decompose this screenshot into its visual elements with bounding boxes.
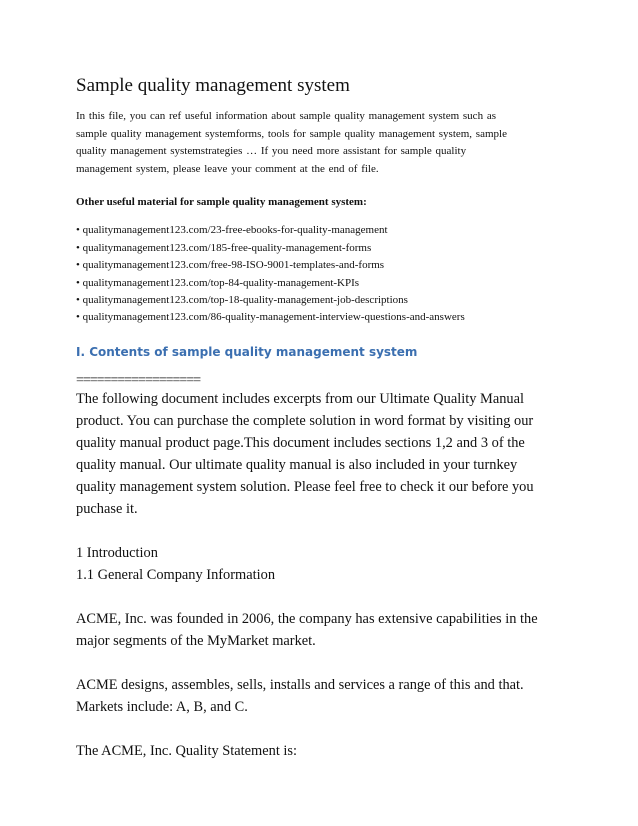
- document-page: [76, 74, 566, 784]
- acme-designs-line: Markets include: A, B, and C.: [76, 698, 248, 715]
- material-heading: Other useful material for sample quality management system:: [76, 196, 367, 209]
- acme-founded-line: major segments of the MyMarket market.: [76, 632, 316, 649]
- quality-statement: The ACME, Inc. Quality Statement is:: [76, 742, 298, 759]
- intro-line: management system, please leave your comment at the end of file.: [76, 162, 379, 175]
- resource-link[interactable]: • qualitymanagement123.com/185-free-quality-management-forms: [76, 241, 372, 254]
- resource-link[interactable]: • qualitymanagement123.com/top-84-quality-management-KPIs: [76, 276, 360, 289]
- document-title: Sample quality management system: [76, 75, 350, 96]
- intro-line: sample quality management systemforms, tools for sample quality management system, sample: [76, 127, 507, 140]
- excerpt-line: puchase it.: [76, 500, 138, 517]
- resource-link[interactable]: • qualitymanagement123.com/top-18-quality-management-job-descriptions: [76, 294, 408, 306]
- introduction-heading: 1 Introduction: [76, 544, 158, 561]
- separator-line: ==================: [76, 372, 201, 388]
- acme-designs-line: ACME designs, assembles, sells, installs and services a range of this and that.: [76, 676, 524, 693]
- document-body: [76, 374, 566, 762]
- intro-line: In this file, you can ref useful information about sample quality management system such as: [76, 110, 496, 122]
- acme-designs-paragraph: [76, 674, 566, 718]
- intro-paragraph: [76, 108, 566, 178]
- acme-founded-paragraph: [76, 608, 566, 652]
- excerpt-line: The following document includes excerpts from our Ultimate Quality Manual: [76, 390, 524, 407]
- excerpt-paragraph: [76, 388, 566, 520]
- section-heading: I. Contents of sample quality management system: [76, 344, 418, 359]
- resource-link[interactable]: • qualitymanagement123.com/free-98-ISO-9001-templates-and-forms: [76, 259, 385, 272]
- company-info-heading: 1.1 General Company Information: [76, 566, 276, 583]
- acme-founded-line: ACME, Inc. was founded in 2006, the company has extensive capabilities in the: [76, 610, 538, 627]
- intro-line: quality management systemstrategies … If you need more assistant for sample quality: [76, 145, 467, 158]
- resource-link-list: [76, 222, 566, 326]
- excerpt-line: quality manual. Our ultimate quality manual is also included in your turnkey: [76, 456, 518, 473]
- resource-link[interactable]: • qualitymanagement123.com/23-free-ebooks-for-quality-management: [76, 224, 388, 237]
- excerpt-line: quality manual product page.This document includes sections 1,2 and 3 of the: [76, 434, 525, 451]
- resource-link[interactable]: • qualitymanagement123.com/86-quality-management-interview-questions-and-answers: [76, 311, 465, 324]
- introduction-section: [76, 542, 566, 586]
- excerpt-line: quality management system solution. Please feel free to check it our before you: [76, 478, 534, 495]
- excerpt-line: product. You can purchase the complete solution in word format by visiting our: [76, 412, 534, 429]
